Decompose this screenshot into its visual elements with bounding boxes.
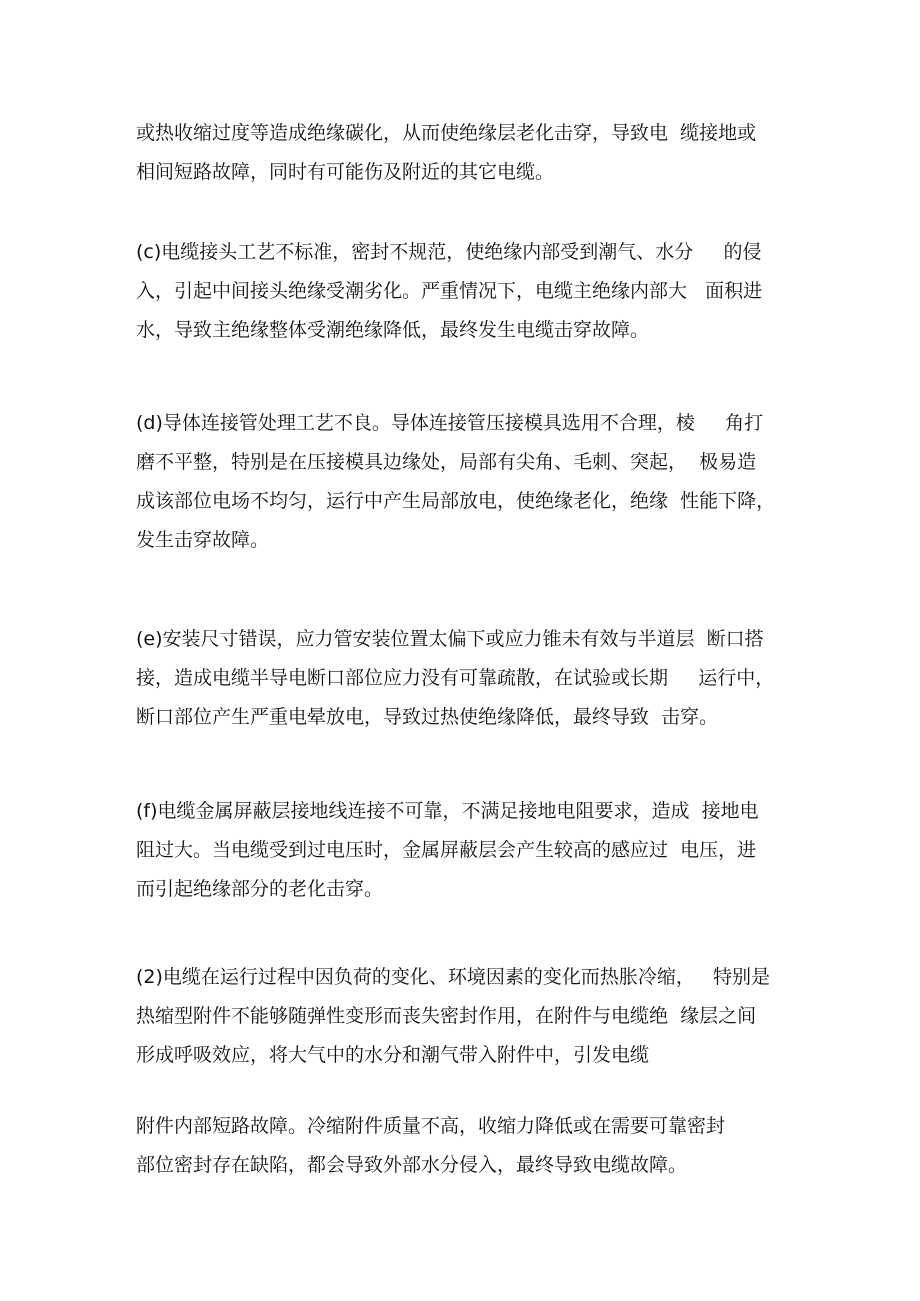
text-line: 而引起绝缘部分的老化击穿。 <box>136 878 384 900</box>
text-line: 阻过大。当电缆受到过电压时，金属屏蔽层会产生较高的感应过 电压，进 <box>136 839 757 861</box>
text-line: (d)导体连接管处理工艺不良。导体连接管压接模具选用不合理，棱 角打 <box>136 412 764 434</box>
text-line: 部位密封存在缺陷，都会导致外部水分侵入，最终导致电缆故障。 <box>136 1154 688 1176</box>
paragraph-1 <box>136 114 796 192</box>
paragraph-2 <box>136 958 796 1075</box>
paragraph-2-continued <box>136 1107 796 1185</box>
text-line: 接，造成电缆半导电断口部位应力没有可靠疏散，在试验或长期 运行中， <box>136 667 775 689</box>
text-line: 发生击穿故障。 <box>136 529 270 551</box>
text-line: 形成呼吸效应，将大气中的水分和潮气带入附件中，引发电缆 <box>136 1044 650 1066</box>
text-line: 或热收缩过度等造成绝缘碳化，从而使绝缘层老化击穿，导致电 缆接地或 <box>136 122 757 144</box>
paragraph-d <box>136 404 796 560</box>
text-line: 热缩型附件不能够随弹性变形而丧失密封作用，在附件与电缆绝 缘层之间 <box>136 1005 757 1027</box>
text-line: 断口部位产生严重电晕放电，导致过热使绝缘降低，最终导致 击穿。 <box>136 706 719 728</box>
text-line: (c)电缆接头工艺不标准，密封不规范，使绝缘内部受到潮气、水分 的侵 <box>136 241 762 263</box>
text-line: 入，引起中间接头绝缘受潮劣化。严重情况下，电缆主绝缘内部大 面积进 <box>136 280 763 302</box>
text-line: (2)电缆在运行过程中因负荷的变化、环境因素的变化而热胀冷缩， 特别是 <box>136 966 771 988</box>
paragraph-e <box>136 620 796 737</box>
text-line: (e)安装尺寸错误，应力管安装位置太偏下或应力锥未有效与半道层 断口搭 <box>136 628 764 650</box>
paragraph-f <box>136 792 796 909</box>
text-line: 水，导致主绝缘整体受潮绝缘降低，最终发生电缆击穿故障。 <box>136 319 650 341</box>
text-line: 成该部位电场不均匀，运行中产生局部放电，使绝缘老化，绝缘 性能下降， <box>136 490 776 512</box>
text-line: 附件内部短路故障。冷缩附件质量不高，收缩力降低或在需要可靠密封 <box>136 1115 726 1137</box>
text-line: 磨不平整，特别是在压接模具边缘处，局部有尖角、毛刺、突起， 极易造 <box>136 451 757 473</box>
text-line: 相间短路故障，同时有可能伤及附近的其它电缆。 <box>136 161 555 183</box>
paragraph-c <box>136 233 796 350</box>
text-line: (f)电缆金属屏蔽层接地线连接不可靠，不满足接地电阻要求，造成 接地电 <box>136 800 759 822</box>
